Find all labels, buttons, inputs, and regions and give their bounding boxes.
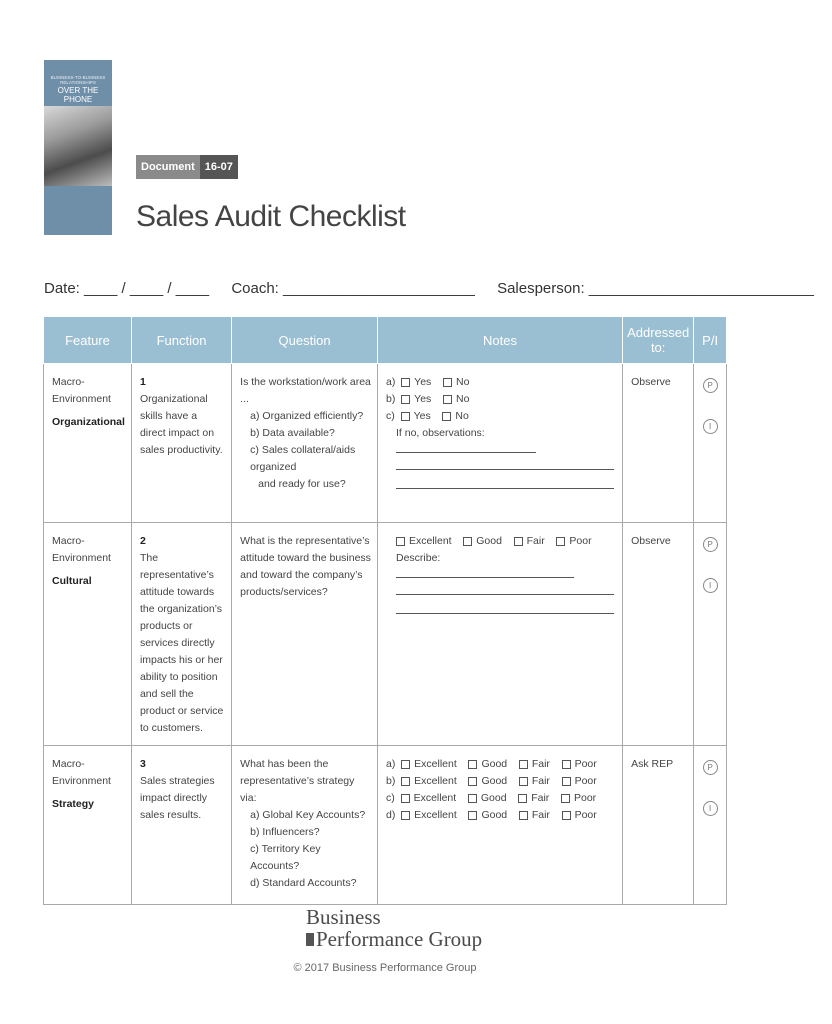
addressed-cell: Ask REP [623, 746, 694, 905]
copyright: © 2017 Business Performance Group [293, 962, 477, 974]
question-cell [232, 364, 378, 523]
checkbox[interactable] [468, 794, 477, 803]
question-cell [232, 746, 378, 905]
header-feature: Feature [44, 317, 132, 364]
item-letter: c) [385, 792, 395, 804]
checkbox[interactable] [519, 760, 528, 769]
item-letter: b) [385, 393, 396, 405]
function-number: 2 [139, 535, 146, 547]
function-number: 1 [139, 376, 146, 388]
feature-prefix: Macro- [52, 535, 85, 547]
pi-cell [694, 746, 727, 905]
header-addressed-to: Addressed to: [623, 317, 694, 364]
feature-env: Environment [52, 775, 111, 787]
addressed-cell: Observe [623, 523, 694, 746]
feature-prefix: Macro- [52, 758, 85, 770]
describe-field[interactable] [386, 550, 616, 584]
option-label: Excellent [414, 775, 457, 787]
feature-name: Cultural [52, 575, 92, 587]
book-subtitle: BUSINESS-TO-BUSINESS RELATIONSHIPS [50, 75, 106, 85]
function-text: Sales strategies impact directly sales results. [139, 775, 215, 821]
option-label: Excellent [414, 809, 457, 821]
header-notes: Notes [377, 317, 622, 364]
feature-env: Environment [52, 393, 111, 405]
blank-line[interactable] [386, 603, 616, 622]
checkbox[interactable] [442, 412, 451, 421]
feature-name: Strategy [52, 798, 95, 810]
observation-field[interactable] [386, 425, 616, 459]
document-number: 16-07 [200, 155, 238, 179]
rating-row [386, 790, 616, 807]
option-label: No [455, 410, 469, 422]
checkbox[interactable] [519, 777, 528, 786]
option-label: No [455, 376, 470, 388]
date-field[interactable]: Date: ____ / ____ / ____ [44, 280, 210, 297]
i-circle[interactable]: I [703, 419, 718, 434]
function-cell [131, 523, 231, 746]
function-cell [131, 364, 231, 523]
logo-line-2-wrap [306, 928, 482, 950]
checkbox[interactable] [468, 760, 477, 769]
checkbox[interactable] [401, 378, 410, 387]
p-circle[interactable]: P [703, 760, 718, 775]
option-label: Fair [531, 775, 550, 787]
table-header-row [44, 317, 727, 364]
checkbox[interactable] [519, 811, 528, 820]
i-circle[interactable]: I [703, 801, 718, 816]
checkbox[interactable] [396, 537, 405, 546]
option-label: Good [481, 758, 508, 770]
checkbox[interactable] [443, 395, 452, 404]
item-letter: d) [385, 809, 396, 821]
option-label: Poor [569, 535, 592, 547]
notes-cell [377, 746, 622, 905]
feature-name: Organizational [52, 416, 125, 428]
rating-row [386, 773, 616, 790]
item-letter: a) [385, 376, 396, 388]
observation-label: If no, observations: [395, 427, 485, 439]
rating-options [386, 533, 616, 550]
option-label: Good [480, 792, 507, 804]
function-text: The representative’s attitude towards the organization’s products or services directly impacts his or her ability to position and sell the product or service to customers. [139, 552, 224, 734]
checkbox[interactable] [556, 537, 565, 546]
option-label: Yes [414, 393, 432, 405]
option-label: Fair [531, 809, 550, 821]
company-logo [306, 906, 482, 950]
question-line: b) Data available? [250, 427, 335, 439]
question-line: a) Global Key Accounts? [250, 809, 366, 821]
item-letter: b) [385, 775, 396, 787]
header-fields [44, 280, 832, 297]
blank-line[interactable] [386, 584, 616, 603]
describe-label: Describe: [395, 552, 441, 564]
feature-cell [44, 746, 132, 905]
checkbox[interactable] [401, 395, 410, 404]
checkbox[interactable] [401, 760, 410, 769]
option-label: Good [481, 775, 508, 787]
checkbox[interactable] [562, 760, 571, 769]
i-circle[interactable]: I [703, 578, 718, 593]
checkbox[interactable] [401, 811, 410, 820]
salesperson-field[interactable]: Salesperson: ___________________________ [497, 280, 815, 297]
feature-env: Environment [52, 552, 111, 564]
option-label: Excellent [408, 535, 452, 547]
question-line: c) Territory Key Accounts? [250, 843, 321, 872]
checkbox[interactable] [518, 794, 527, 803]
option-label: Fair [531, 792, 550, 804]
option-label: Poor [574, 775, 597, 787]
addressed-cell: Observe [623, 364, 694, 523]
pi-cell [694, 364, 727, 523]
option-label: Good [481, 809, 508, 821]
checkbox[interactable] [562, 811, 571, 820]
question-line: What has been the representative’s strategy via: [240, 758, 355, 804]
checkbox[interactable] [401, 777, 410, 786]
notes-cell [377, 364, 622, 523]
question-cell [232, 523, 378, 746]
page-title: Sales Audit Checklist [136, 200, 406, 233]
header-function: Function [131, 317, 231, 364]
blank-line[interactable] [386, 459, 616, 478]
checkbox[interactable] [463, 537, 472, 546]
pi-cell [694, 523, 727, 746]
p-circle[interactable]: P [703, 378, 718, 393]
document-badge [136, 155, 238, 179]
checkbox[interactable] [468, 777, 477, 786]
notes-cell [377, 523, 622, 746]
logo-line-2: Performance Group [316, 927, 483, 951]
item-letter: a) [385, 758, 396, 770]
audit-table [43, 316, 727, 905]
question-line: Is the workstation/work area ... [240, 376, 371, 405]
option-label: Poor [573, 792, 597, 804]
checkbox[interactable] [401, 412, 410, 421]
question-line: b) Influencers? [250, 826, 320, 838]
table-row [44, 523, 727, 746]
option-label: Good [476, 535, 502, 547]
logo-line-1: Business [306, 905, 381, 929]
function-cell [131, 746, 231, 905]
checkbox[interactable] [514, 537, 523, 546]
blank-line[interactable] [386, 478, 616, 497]
option-label: Fair [526, 535, 545, 547]
feature-prefix: Macro- [52, 376, 85, 388]
notes-line [386, 391, 616, 408]
checkbox[interactable] [562, 777, 571, 786]
notes-line [386, 408, 616, 425]
notes-line [386, 374, 616, 391]
checkbox[interactable] [561, 794, 570, 803]
question-line: d) Standard Accounts? [250, 877, 357, 889]
book-cover-photo [44, 106, 112, 186]
checkbox[interactable] [443, 378, 452, 387]
function-number: 3 [139, 758, 146, 770]
feature-cell [44, 523, 132, 746]
document-label: Document [136, 155, 200, 179]
coach-field[interactable]: Coach: _______________________ [231, 280, 475, 297]
question-line: and ready for use? [258, 478, 346, 490]
option-label: Excellent [414, 758, 457, 770]
p-circle[interactable]: P [703, 537, 718, 552]
question-text: What is the representative’s attitude toward the business and toward the company’s products/services? [240, 535, 371, 598]
question-line: a) Organized efficiently? [250, 410, 364, 422]
item-letter: c) [385, 410, 395, 422]
header-question: Question [232, 317, 378, 364]
option-label: Poor [574, 809, 597, 821]
option-label: Poor [574, 758, 597, 770]
option-label: Yes [414, 376, 432, 388]
rating-row [386, 807, 616, 824]
checkbox[interactable] [468, 811, 477, 820]
option-label: Yes [413, 410, 431, 422]
option-label: Excellent [413, 792, 457, 804]
option-label: No [455, 393, 470, 405]
checkbox[interactable] [401, 794, 410, 803]
option-label: Fair [531, 758, 550, 770]
book-cover-image [44, 60, 112, 235]
table-row [44, 746, 727, 905]
feature-cell [44, 364, 132, 523]
header-pi: P/I [694, 317, 727, 364]
question-line: c) Sales collateral/aids organized [250, 444, 356, 473]
rating-row [386, 756, 616, 773]
book-title: OVER THE PHONE [57, 86, 99, 104]
logo-square-icon [306, 933, 314, 946]
table-row [44, 364, 727, 523]
function-text: Organizational skills have a direct impact on sales productivity. [139, 393, 223, 456]
